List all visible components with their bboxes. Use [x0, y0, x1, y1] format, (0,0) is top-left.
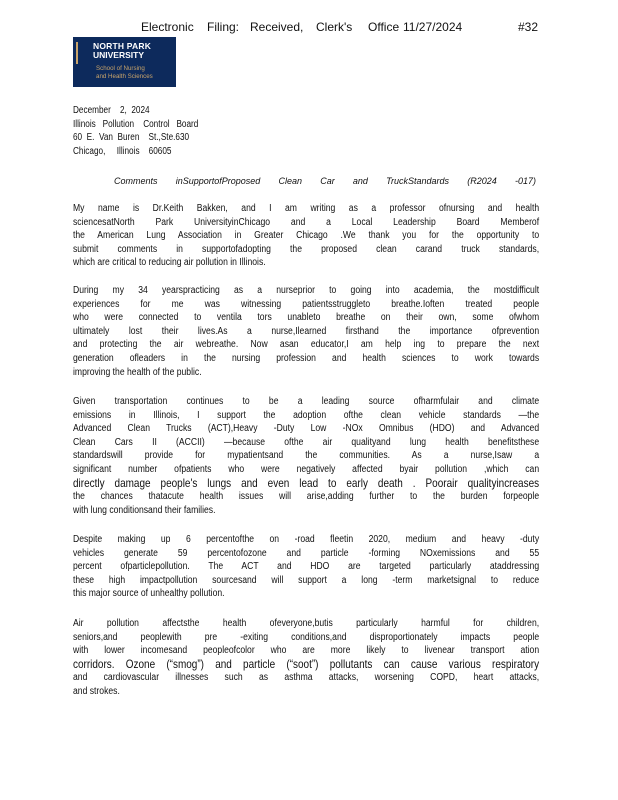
- text-line: with lower incomesand peopleofcolor who are more likely to livenear transport ation: [73, 645, 540, 657]
- text-line: Clean Cars II (ACCII) —because ofthe air qualityand lung health benefitsthese: [73, 436, 540, 448]
- text-line: vehicles generate 59 percentofozone and particle -forming NOxemissions and 55: [73, 547, 540, 559]
- text-line: who were connected to ventila tors unableto breathe on their own, some ofwhom: [73, 312, 540, 324]
- text-line: experiences for me was witnessing patientsstruggleto breathe.Ioften treated people: [73, 298, 540, 310]
- text-line: standardswill provide for mypatientsand the communities. As a nurse,Isaw a: [73, 450, 540, 462]
- text-line: seniors,and peoplewith pre -exiting conditions,and disproportionately impacts people: [73, 631, 540, 643]
- text-line: My name is Dr.Keith Bakken, and I am writing as a professor ofnursing and health: [73, 203, 540, 214]
- subject-word: inSupportofProposed: [175, 176, 261, 186]
- text-line: Advanced Clean Trucks (ACT),Heavy -Duty Low -NOx Omnibus (HDO) and Advanced: [73, 423, 540, 435]
- text-line: directly damage people's lungs and even lead to early death . Poorair qualityincreases: [73, 476, 540, 490]
- text-line: emissions in Illinois, I support the adoption ofthe clean vehicle standards —the: [73, 409, 540, 421]
- text-line: and protecting the air webreathe. Now asan educator,I am help ing to prepare the next: [73, 339, 540, 351]
- header-filing: Filing:: [207, 20, 240, 34]
- paragraph-standards: [73, 395, 539, 517]
- header-clerks: Clerk's: [316, 20, 353, 34]
- subject-word: Clean: [278, 176, 302, 186]
- text-line: corridors. Ozone (“smog”) and particle (“soot”) pollutants can cause various respiratory: [73, 657, 540, 671]
- paragraph-health-impacts: [73, 617, 539, 699]
- text-line: ultimately lost their lives.As a nurse,Ilearned firsthand the importance ofprevention: [73, 325, 540, 337]
- header-date: 11/27/2024: [403, 20, 463, 34]
- logo-emblem-icon: [76, 42, 92, 64]
- text-line: which are critical to reducing air pollution in Illinois.: [73, 257, 266, 269]
- text-line: improving the health of the public.: [73, 366, 202, 378]
- subject-word: (R2024: [467, 176, 497, 186]
- header-number: #32: [518, 20, 539, 34]
- subject-word: TruckStandards: [386, 176, 450, 186]
- text-line: and strokes.: [73, 685, 120, 697]
- header-office: Office: [368, 20, 400, 34]
- text-line: generation ofleaders in the nursing profession and health sciences to work towards: [73, 352, 540, 364]
- university-logo: [73, 37, 176, 87]
- text-line: and cardiovascular illnesses such as asthma attacks, worsening COPD, heart attacks,: [73, 672, 540, 684]
- subject-word: -017): [514, 176, 536, 186]
- recipient-address: [73, 104, 198, 158]
- subject-word: and: [352, 176, 368, 186]
- text-line: sciencesatNorth Park UniversityinChicago and a Local Leadership Board Memberof: [73, 216, 540, 228]
- header-received: Received,: [250, 20, 304, 34]
- text-line: percent ofparticlepollution. The ACT and HDO are targeted particularly ataddressing: [73, 561, 540, 573]
- paragraph-vehicles: [73, 533, 539, 601]
- address-street: 60 E. Van Buren St.,Ste.630: [73, 132, 190, 143]
- text-line: the American Lung Association in Greater Chicago .We thank you for the opportunity to: [73, 230, 540, 242]
- subject-word: Car: [320, 176, 335, 186]
- letter-date: December 2, 2024: [73, 105, 150, 116]
- text-line: submit comments in supportofadopting the proposed clean carand truck standards,: [73, 243, 540, 255]
- text-line: significant number ofpatients who were negatively affected byair pollution ,which can: [73, 463, 540, 475]
- subject-word: Comments: [114, 176, 158, 186]
- text-line: Given transportation continues to be a leading source ofharmfulair and climate: [73, 396, 540, 407]
- text-line: with lung conditionsand their families.: [73, 504, 216, 516]
- address-org: Illinois Pollution Control Board: [73, 118, 199, 130]
- text-line: During my 34 yearspracticing as a nurseprior to going into academia, the mostdifficult: [73, 285, 540, 296]
- header-electronic: Electronic: [141, 20, 194, 34]
- logo-line-3: School of Nursing: [96, 65, 145, 72]
- text-line: Despite making up 6 percentofthe on -road fleetin 2020, medium and heavy -duty: [73, 534, 540, 545]
- logo-line-4: and Health Sciences: [96, 73, 153, 80]
- subject-line: [114, 176, 536, 186]
- paragraph-intro: [73, 202, 539, 270]
- text-line: these high impactpollution sourcesand will support a long -term marketsignal to reduce: [73, 574, 540, 586]
- text-line: the chances thatacute health issues will arise,adding further to the burden forpeople: [73, 491, 540, 503]
- filing-header: [0, 20, 618, 36]
- logo-subtitle: [96, 65, 153, 81]
- address-city: Chicago, Illinois 60605: [73, 145, 172, 157]
- logo-line-1: NORTH PARK: [93, 41, 152, 51]
- paragraph-experience: [73, 284, 539, 379]
- text-line: this major source of unhealthy pollution.: [73, 588, 225, 600]
- logo-line-2: UNIVERSITY: [93, 50, 145, 60]
- text-line: Air pollution affectsthe health ofeveryone,butis particularly harmful for children,: [73, 618, 540, 629]
